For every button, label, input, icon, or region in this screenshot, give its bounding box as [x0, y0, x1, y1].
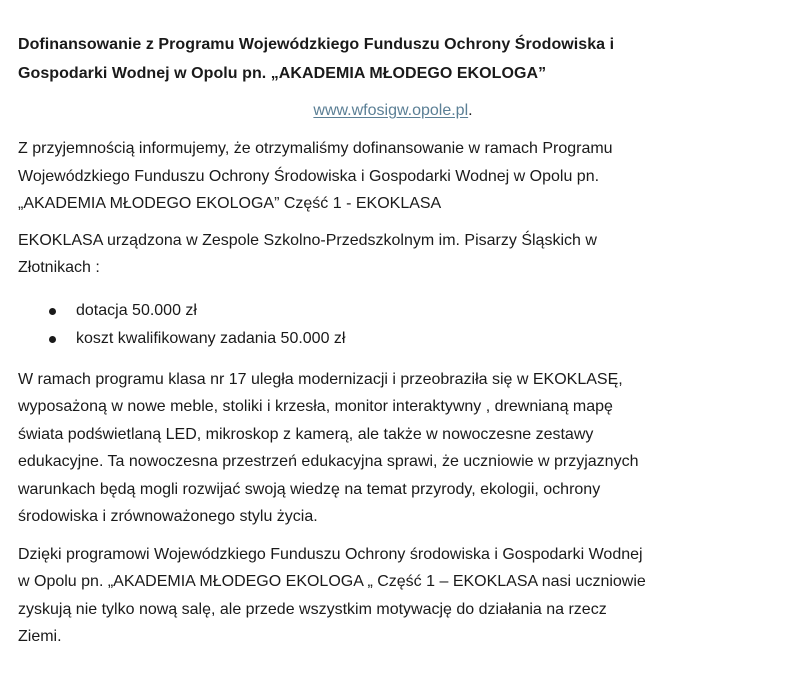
closing-line-1: Dzięki programowi Wojewódzkiego Funduszu Ochrony środowiska i Gospodarki Wodnej	[18, 545, 643, 563]
website-line	[18, 99, 768, 123]
list-item-text: dotacja 50.000 zł	[76, 301, 197, 319]
bullet-icon	[49, 336, 56, 343]
modernization-paragraph	[18, 366, 768, 531]
location-paragraph	[18, 227, 768, 282]
intro-line-3: „AKADEMIA MŁODEGO EKOLOGA” Część 1 - EKOKLASA	[18, 195, 442, 212]
modernization-line-6: środowiska i zrównoważonego stylu życia.	[18, 508, 318, 525]
list-item	[18, 325, 768, 353]
document-title	[18, 30, 768, 88]
document-page	[18, 30, 768, 651]
closing-line-2: w Opolu pn. „AKADEMIA MŁODEGO EKOLOGA „ Część 1 – EKOKLASA nasi uczniowie	[18, 573, 646, 590]
funding-list	[18, 297, 768, 353]
bullet-icon	[49, 308, 56, 315]
closing-line-4: Ziemi.	[18, 628, 62, 645]
intro-line-2: Wojewódzkiego Funduszu Ochrony Środowiska i Gospodarki Wodnej w Opolu pn.	[18, 167, 600, 185]
website-suffix: .	[468, 102, 473, 119]
title-line-2: Gospodarki Wodnej w Opolu pn. „AKADEMIA MŁODEGO EKOLOGA”	[18, 65, 547, 82]
closing-paragraph	[18, 541, 768, 651]
location-line-2: Złotnikach :	[18, 259, 100, 276]
modernization-line-2: wyposażoną w nowe meble, stoliki i krzesła, monitor interaktywny , drewnianą mapę	[18, 398, 613, 415]
modernization-line-3: świata podświetlaną LED, mikroskop z kamerą, ale także w nowoczesne zestawy	[18, 425, 594, 443]
closing-line-3: zyskują nie tylko nową salę, ale przede wszystkim motywację do działania na rzecz	[18, 600, 607, 618]
modernization-line-1: W ramach programu klasa nr 17 uległa modernizacji i przeobraziła się w EKOKLASĘ,	[18, 370, 623, 388]
list-item	[18, 297, 768, 325]
list-item-text: koszt kwalifikowany zadania 50.000 zł	[76, 329, 346, 347]
intro-line-1: Z przyjemnością informujemy, że otrzymaliśmy dofinansowanie w ramach Programu	[18, 140, 613, 157]
title-line-1: Dofinansowanie z Programu Wojewódzkiego Funduszu Ochrony Środowiska i	[18, 36, 615, 53]
modernization-line-5: warunkach będą mogli rozwijać swoją wiedzę na temat przyrody, ekologii, ochrony	[18, 480, 601, 498]
website-link[interactable]: www.wfosigw.opole.pl	[313, 102, 469, 119]
modernization-line-4: edukacyjne. Ta nowoczesna przestrzeń edukacyjna sprawi, że uczniowie w przyjaznych	[18, 453, 639, 470]
location-line-1: EKOKLASA urządzona w Zespole Szkolno-Przedszkolnym im. Pisarzy Śląskich w	[18, 231, 597, 249]
intro-paragraph	[18, 135, 768, 218]
